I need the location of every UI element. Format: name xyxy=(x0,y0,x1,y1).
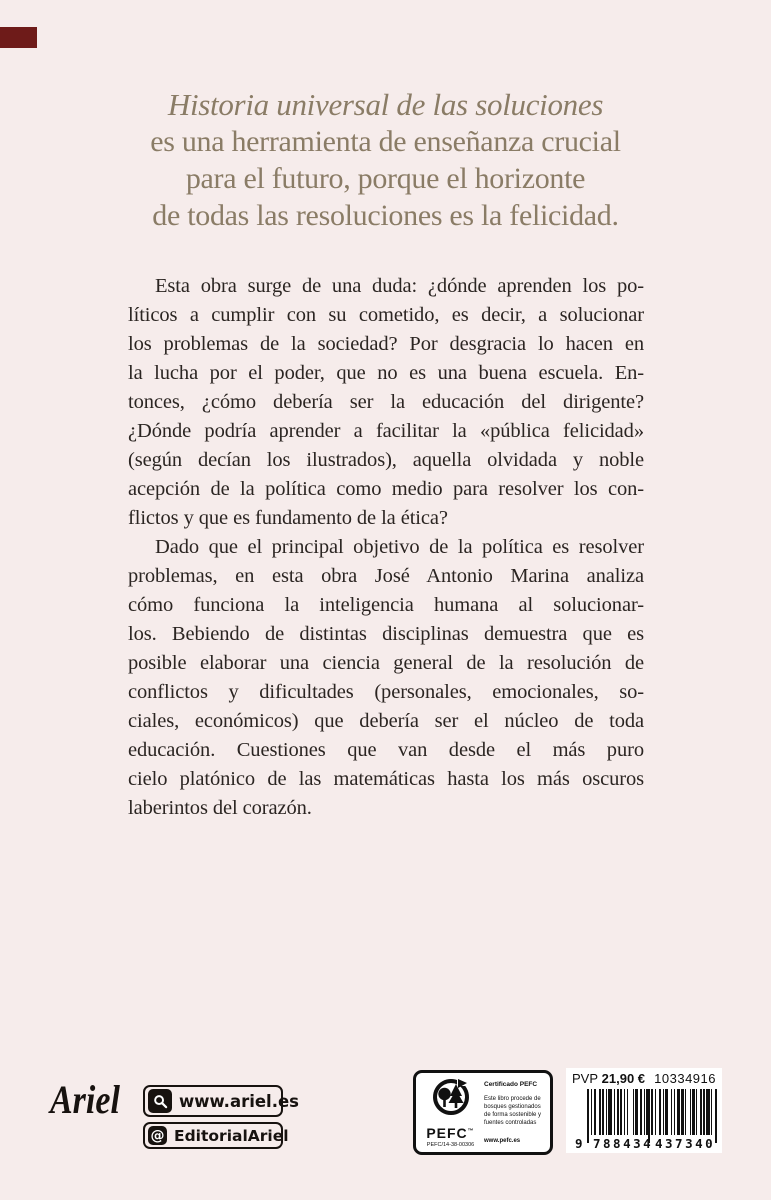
search-icon xyxy=(148,1089,172,1113)
pefc-text-block xyxy=(479,1078,546,1148)
social-badge xyxy=(143,1122,289,1149)
barcode-panel xyxy=(566,1068,722,1153)
synopsis-line: los. Bebiendo de distintas disciplinas demuestra que es xyxy=(128,623,644,645)
headline-line: de todas las resoluciones es la felicidad. xyxy=(152,199,619,232)
pefc-cert-code: PEFC/14-38-00306 xyxy=(426,1142,475,1148)
corner-tab xyxy=(0,27,37,48)
headline xyxy=(0,86,771,234)
synopsis-text xyxy=(128,272,644,823)
headline-line: para el futuro, porque el horizonte xyxy=(185,162,586,195)
ariel-publisher-logo: Ariel xyxy=(50,1077,120,1122)
ean-lead-digit: 9 xyxy=(575,1136,586,1151)
synopsis-line: cómo funciona la inteligencia humana al solucionar- xyxy=(128,594,644,616)
barcode xyxy=(575,1089,717,1151)
synopsis-line: cielo platónico de las matemáticas hasta los más oscuros xyxy=(128,768,644,790)
website-badge xyxy=(143,1085,299,1117)
barcode-guard-right xyxy=(715,1089,717,1143)
headline-line: es una herramienta de enseñanza crucial xyxy=(150,125,621,158)
barcode-guard-left xyxy=(587,1089,589,1143)
synopsis-line: laberintos del corazón. xyxy=(128,797,312,819)
price-label: PVP 21,90 € xyxy=(572,1071,646,1086)
synopsis-line: ciales, económicos) que debería ser el núcleo de toda xyxy=(128,710,644,732)
synopsis-line: flictos y que es fundamento de la ética? xyxy=(128,507,448,529)
website-url-label: www.ariel.es xyxy=(179,1091,299,1111)
pefc-description: Este libro procede de bosques gestionados de forma sostenible y fuentes controladas xyxy=(484,1096,542,1127)
pefc-wordmark: PEFC™ xyxy=(426,1125,475,1141)
synopsis-line: acepción de la política como medio para resolver los con- xyxy=(128,478,644,500)
barcode-guard-center xyxy=(648,1089,650,1143)
synopsis-line: posible elaborar una ciencia general de la resolución de xyxy=(128,652,644,674)
pefc-title: Certificado PEFC xyxy=(484,1081,538,1088)
at-icon: @ xyxy=(148,1126,167,1145)
synopsis-line: los problemas de la sociedad? Por desgracia lo hacen en xyxy=(128,333,644,355)
pefc-trees-icon xyxy=(429,1078,473,1125)
synopsis-line: ¿Dónde podría aprender a facilitar la «pública felicidad» xyxy=(128,420,644,442)
price-row xyxy=(572,1072,716,1086)
synopsis-line: Esta obra surge de una duda: ¿dónde aprenden los po- xyxy=(155,275,644,297)
ean-group-1: 788434 xyxy=(593,1136,654,1151)
pefc-certificate-label xyxy=(413,1070,553,1155)
synopsis-line: problemas, en esta obra José Antonio Marina analiza xyxy=(128,565,644,587)
synopsis-line: (según decían los ilustrados), aquella olvidada y noble xyxy=(128,449,644,471)
pefc-logo-block xyxy=(422,1078,479,1148)
barcode-bars xyxy=(587,1089,717,1135)
reference-number: 10334916 xyxy=(654,1071,716,1086)
synopsis-line: la lucha por el poder, que no es una buena escuela. En- xyxy=(128,362,644,384)
synopsis-line: tonces, ¿cómo debería ser la educación del dirigente? xyxy=(128,391,644,413)
synopsis-line: educación. Cuestiones que van desde el más puro xyxy=(128,739,644,761)
pefc-url: www.pefc.es xyxy=(484,1138,521,1144)
synopsis-line: conflictos y dificultades (personales, emocionales, so- xyxy=(128,681,644,703)
synopsis-line: Dado que el principal objetivo de la política es resolver xyxy=(155,536,644,558)
social-handle-label: EditorialAriel xyxy=(174,1126,289,1145)
trademark-symbol: ™ xyxy=(467,1128,475,1135)
book-title: Historia universal de las soluciones xyxy=(167,87,604,122)
ean-group-2: 437340 xyxy=(655,1136,716,1151)
price-value: 21,90 € xyxy=(601,1071,646,1086)
synopsis-line: líticos a cumplir con su cometido, es decir, a solucionar xyxy=(128,304,644,326)
